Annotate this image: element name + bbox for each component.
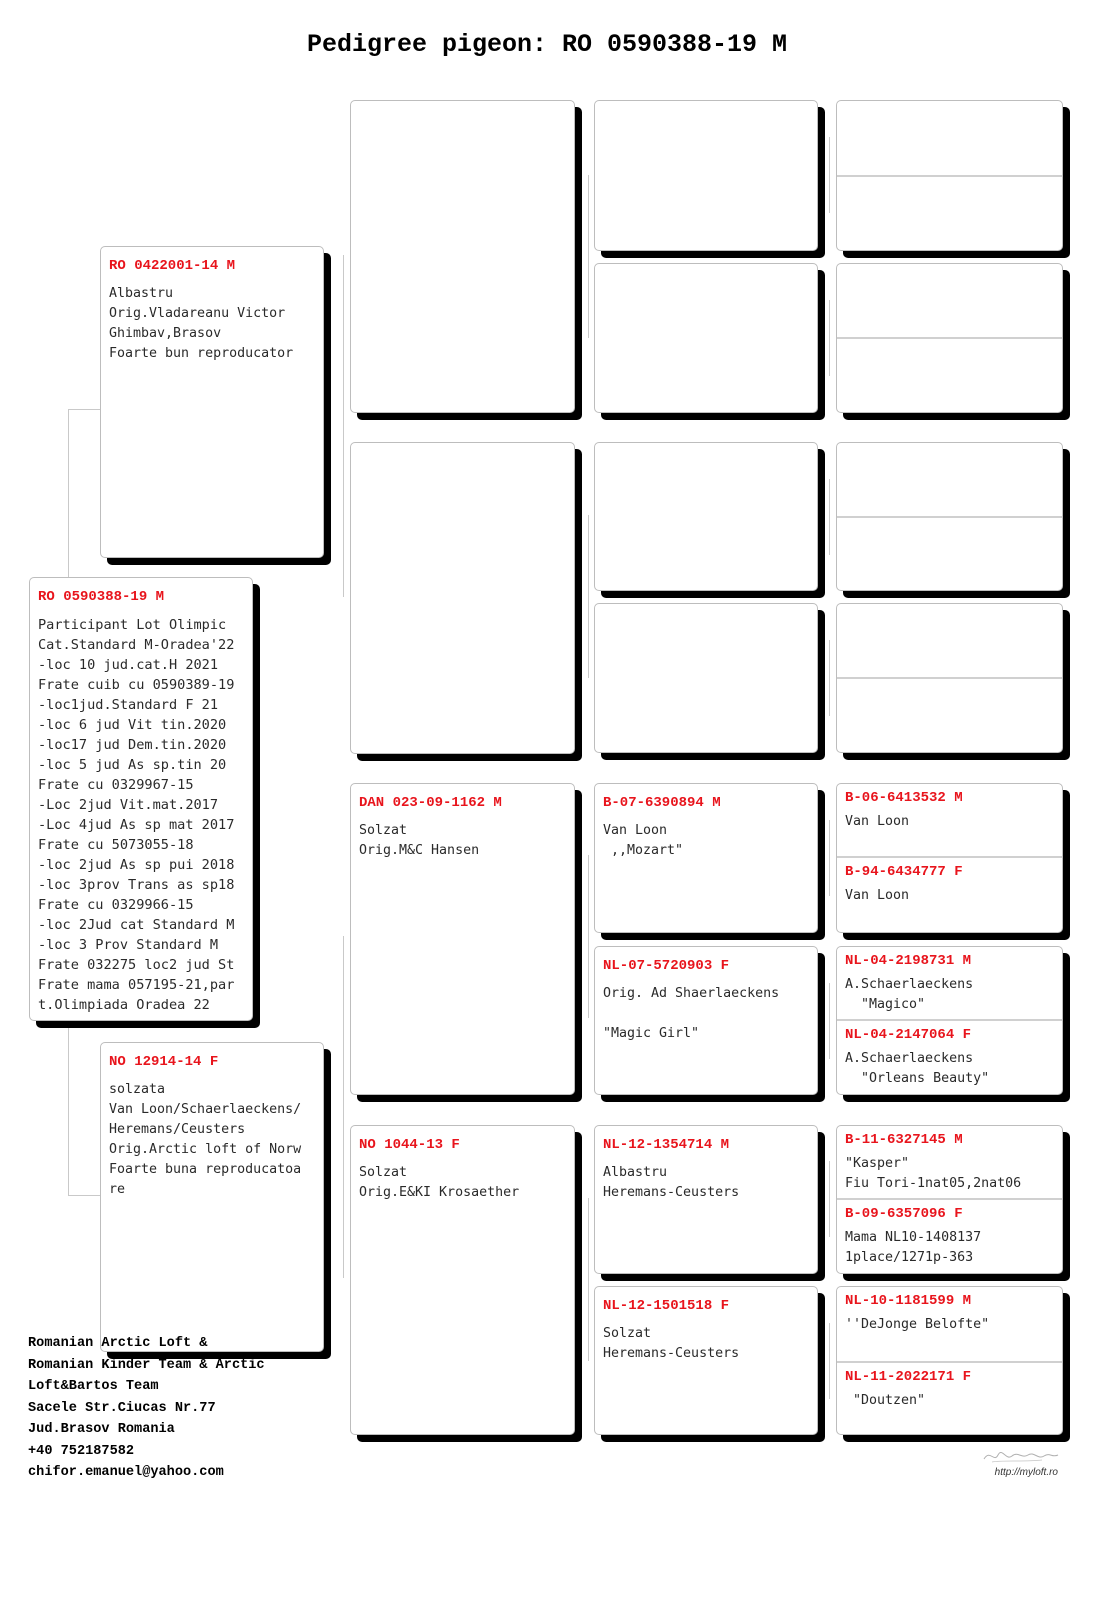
connector-line xyxy=(588,515,589,678)
ggp-ring: NL-12-1501518 F xyxy=(603,1298,730,1314)
gggp-card xyxy=(836,1286,1063,1435)
subject-ring: RO 0590388-19 M xyxy=(38,589,165,605)
gggp-info: "Doutzen" xyxy=(845,1393,926,1408)
grandparent-card-empty xyxy=(350,100,575,413)
connector-line xyxy=(68,1022,69,1195)
gggp-info: A.Schaerlaeckens "Magico" xyxy=(845,977,974,1012)
footer-phone: +40 752187582 xyxy=(28,1443,135,1459)
footer-line: Loft&Bartos Team xyxy=(28,1379,159,1394)
footer-line: Sacele Str.Ciucas Nr.77 xyxy=(28,1400,216,1416)
connector-line xyxy=(829,820,830,896)
gggp-ring: NL-04-2198731 M xyxy=(845,953,972,969)
connector-line xyxy=(588,855,589,1018)
connector-line xyxy=(829,300,830,376)
connector-line xyxy=(68,409,100,410)
ggp-card xyxy=(594,1125,818,1274)
dam-ring: NO 12914-14 F xyxy=(109,1054,219,1070)
connector-line xyxy=(829,137,830,213)
gggp-info: Mama NL10-1408137 1place/1271p-363 xyxy=(845,1230,982,1265)
page-title: Pedigree pigeon: RO 0590388-19 M xyxy=(306,30,788,59)
gggp-info: ''DeJonge Belofte" xyxy=(845,1317,990,1332)
gggp-ring: B-09-6357096 F xyxy=(845,1206,963,1222)
connector-line xyxy=(588,1198,589,1361)
ggp-info: Van Loon ,,Mozart" xyxy=(603,823,684,858)
ggp-info: Albastru Heremans-Ceusters xyxy=(603,1165,740,1200)
ggp-ring: NL-12-1354714 M xyxy=(603,1137,730,1153)
gggp-info: Van Loon xyxy=(845,814,910,829)
connector-line xyxy=(588,175,589,338)
footer-line: Romanian Arctic Loft & xyxy=(28,1336,208,1351)
gggp-ring: B-11-6327145 M xyxy=(845,1132,963,1148)
connector-line xyxy=(829,1161,830,1237)
ggp-card xyxy=(594,1286,818,1435)
breeder-contact xyxy=(28,1333,265,1484)
gggp-card-empty xyxy=(836,100,1063,251)
dam-card xyxy=(100,1042,324,1352)
ggp-card xyxy=(594,783,818,933)
gggp-ring: NL-10-1181599 M xyxy=(845,1293,972,1309)
sire-info: Albastru Orig.Vladareanu Victor Ghimbav,Brasov Foarte bun reproducator xyxy=(109,286,294,361)
gggp-info: A.Schaerlaeckens "Orleans Beauty" xyxy=(845,1051,990,1086)
dam-sire-info: Solzat Orig.M&C Hansen xyxy=(359,823,480,858)
connector-line xyxy=(343,936,344,1278)
ggp-ring: B-07-6390894 M xyxy=(603,795,721,811)
dam-dam-card xyxy=(350,1125,575,1435)
dam-dam-ring: NO 1044-13 F xyxy=(359,1137,460,1153)
gggp-card-empty xyxy=(836,442,1063,591)
gggp-card-empty xyxy=(836,603,1063,753)
sire-card xyxy=(100,246,324,558)
gggp-ring: NL-11-2022171 F xyxy=(845,1369,972,1385)
footer-email: chifor.emanuel@yahoo.com xyxy=(28,1465,224,1480)
dam-sire-card xyxy=(350,783,575,1095)
gggp-ring: B-94-6434777 F xyxy=(845,864,963,880)
ggp-card-empty xyxy=(594,603,818,753)
gggp-card xyxy=(836,946,1063,1095)
subject-info: Participant Lot Olimpic Cat.Standard M-Oradea'22 -loc 10 jud.cat.H 2021 Frate cuib cu 0590389-19 -loc1jud.Standard F 21 -loc 6 jud Vit tin.2020 -loc17 jud Dem.tin.2020 -loc 5 jud As sp.tin 20 Frate cu 0329967-15 -Loc 2jud Vit.mat.2017 -Loc 4jud As sp mat 2017 Frate cu 5073055-18 -loc 2jud As sp pui 2018 -loc 3prov Trans as sp18 Frate cu 0329966-15 -loc 2Jud cat Standard M -loc 3 Prov Standard M Frate 032275 loc2 jud St Frate mama 057195-21,par t.Olimpiada Oradea 22 xyxy=(38,617,235,1013)
connector-line xyxy=(829,479,830,555)
sire-ring: RO 0422001-14 M xyxy=(109,258,236,274)
footer-line: Romanian Kinder Team & Arctic xyxy=(28,1357,265,1373)
website-link[interactable]: http://myloft.ro xyxy=(994,1467,1058,1478)
gggp-card xyxy=(836,1125,1063,1274)
connector-line xyxy=(343,255,344,597)
dam-info: solzata Van Loon/Schaerlaeckens/ Heremans/Ceusters Orig.Arctic loft of Norw Foarte buna reproducatoa re xyxy=(109,1082,302,1197)
connector-line xyxy=(68,1195,100,1196)
subject-pigeon-card xyxy=(29,577,253,1021)
connector-line xyxy=(829,640,830,716)
dam-dam-info: Solzat Orig.E&KI Krosaether xyxy=(359,1165,520,1200)
ggp-card xyxy=(594,946,818,1095)
ggp-card-empty xyxy=(594,100,818,251)
ggp-info: Solzat Heremans-Ceusters xyxy=(603,1326,740,1361)
footer-line: Jud.Brasov Romania xyxy=(28,1422,175,1437)
signature-icon xyxy=(982,1447,1060,1465)
connector-line xyxy=(829,983,830,1059)
ggp-ring: NL-07-5720903 F xyxy=(603,958,730,974)
ggp-card-empty xyxy=(594,442,818,591)
gggp-card-empty xyxy=(836,263,1063,413)
gggp-ring: NL-04-2147064 F xyxy=(845,1027,972,1043)
connector-line xyxy=(829,1323,830,1399)
ggp-card-empty xyxy=(594,263,818,413)
gggp-info: "Kasper" Fiu Tori-1nat05,2nat06 xyxy=(845,1156,1022,1191)
connector-line xyxy=(68,409,69,577)
ggp-info: Orig. Ad Shaerlaeckens "Magic Girl" xyxy=(603,986,780,1041)
gggp-ring: B-06-6413532 M xyxy=(845,790,963,806)
dam-sire-ring: DAN 023-09-1162 M xyxy=(359,795,502,811)
gggp-info: Van Loon xyxy=(845,888,910,903)
gggp-card xyxy=(836,783,1063,933)
grandparent-card-empty xyxy=(350,442,575,754)
